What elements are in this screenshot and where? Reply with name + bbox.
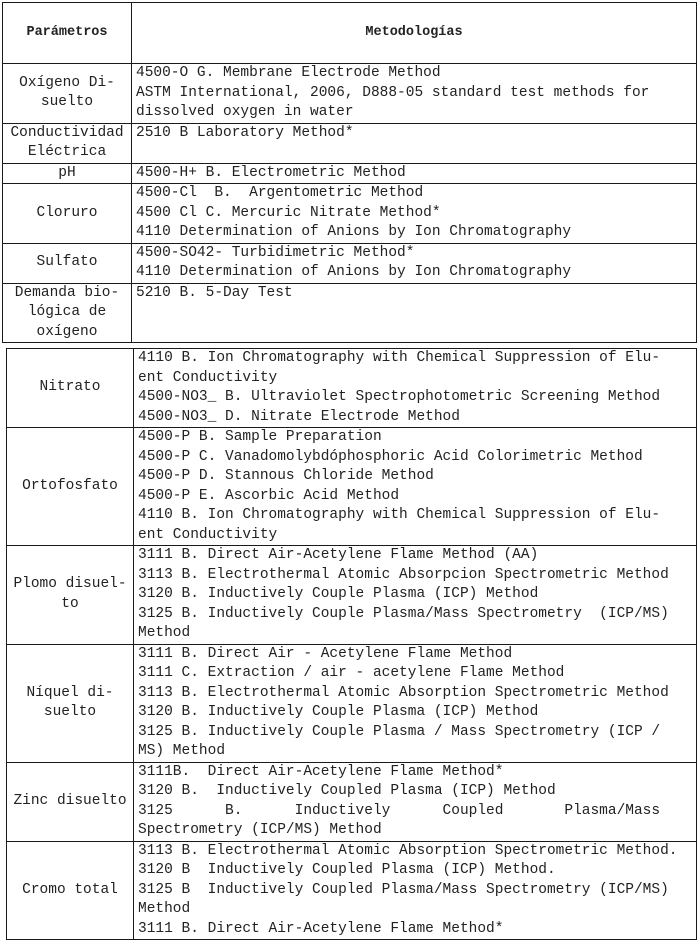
method-item: 4500-P D. Stannous Chloride Method [138,468,434,484]
parameter-cell: Níquel di- suelto [7,644,134,762]
methods-cell [134,546,697,645]
method-item: 3111 B. Direct Air - Acetylene Flame Method [138,645,513,662]
header-parametros: Parámetros [3,3,132,64]
method-item: 3111 C. Extraction / air - acetylene Flame Method [138,665,565,681]
table-row [7,644,697,762]
methods-cell [132,163,697,184]
parameter-cell: pH [3,163,132,184]
method-item: 4500-P E. Ascorbic Acid Method [138,487,400,504]
header-row [3,3,697,64]
method-item: 5210 B. 5-Day Test [136,284,293,301]
method-item: 4110 Determination of Anions by Ion Chromatography [136,224,572,240]
parameter-cell: Oxígeno Di- suelto [3,64,132,124]
method-item: 4500-H+ B. Electrometric Method [136,164,406,181]
method-item: 3120 B. Inductively Couple Plasma (ICP) Method [138,704,539,720]
method-item: 4500-SO42- Turbidimetric Method* [136,244,415,261]
table-row [3,123,697,163]
methods-cell [132,243,697,283]
method-item: 3120 B Inductively Coupled Plasma (ICP) Method. [138,862,556,878]
table-row [7,546,697,645]
header-metodologias: Metodologías [132,3,697,64]
table-row [7,428,697,546]
methods-table-part-1 [2,2,697,343]
method-item: 4110 Determination of Anions by Ion Chromatography [136,264,572,280]
table-row [7,762,697,841]
methods-cell [132,184,697,244]
parameter-cell: Zinc disuelto [7,762,134,841]
method-item: 4110 B. Ion Chromatography with Chemical Suppression of Elu- ent Conductivity [138,507,661,543]
method-item: 3125 B. Inductively Couple Plasma/Mass Spectrometry (ICP/MS) Method [138,605,669,641]
table-row [7,349,697,428]
table-row [3,243,697,283]
methods-cell [132,283,697,343]
parameter-cell: Conductividad Eléctrica [3,123,132,163]
method-item: 3125 B. Inductively Couple Plasma / Mass Spectrometry (ICP / MS) Method [138,723,661,759]
method-item: 3111 B. Direct Air-Acetylene Flame Method (AA) [138,547,539,563]
parameter-cell: Sulfato [3,243,132,283]
method-item: 3113 B. Electrothermal Atomic Absorpcion Spectrometric Method [138,566,669,583]
methods-cell [134,644,697,762]
method-item: 4500-NO3_ B. Ultraviolet Spectrophotometric Screening Method [138,389,661,405]
table-row [3,163,697,184]
methods-cell [132,123,697,163]
method-item: 3125 B. Inductively Coupled Plasma/Mass Spectrometry (ICP/MS) Method [138,802,661,838]
methods-cell [132,64,697,124]
parameter-cell: Nitrato [7,349,134,428]
table-row [3,283,697,343]
parameter-cell: Demanda bio- lógica de oxígeno [3,283,132,343]
methods-cell [134,349,697,428]
method-item: 4500-O G. Membrane Electrode Method [136,65,441,81]
methods-table-part-2 [6,348,697,940]
table-row [7,841,697,940]
method-item: 3111 B. Direct Air-Acetylene Flame Method* [138,920,504,937]
method-item: 4500-P B. Sample Preparation [138,429,382,445]
table-row [3,184,697,244]
method-item: 4500-P C. Vanadomolybdóphosphoric Acid Colorimetric Method [138,448,643,465]
parameter-cell: Cloruro [3,184,132,244]
parameter-cell: Cromo total [7,841,134,940]
method-item: 4500-Cl B. Argentometric Method [136,185,424,201]
method-item: 4500-NO3_ D. Nitrate Electrode Method [138,408,460,425]
method-item: 3120 B. Inductively Coupled Plasma (ICP) Method [138,783,556,799]
table-row [3,64,697,124]
methods-cell [134,428,697,546]
method-item: 3113 B. Electrothermal Atomic Absorption Spectrometric Method [138,684,669,701]
method-item: 3125 B Inductively Coupled Plasma/Mass Spectrometry (ICP/MS) Method [138,881,669,917]
method-item: 3113 B. Electrothermal Atomic Absorption Spectrometric Method. [138,842,678,859]
parameter-cell: Plomo disuel- to [7,546,134,645]
method-item: ASTM International, 2006, D888-05 standard test methods for dissolved oxygen in water [136,84,650,120]
method-item: 2510 B Laboratory Method* [136,124,354,141]
method-item: 4500 Cl C. Mercuric Nitrate Method* [136,204,441,221]
methods-cell [134,762,697,841]
method-item: 4110 B. Ion Chromatography with Chemical Suppression of Elu- ent Conductivity [138,350,661,386]
parameter-cell: Ortofosfato [7,428,134,546]
method-item: 3111B. Direct Air-Acetylene Flame Method* [138,763,504,780]
method-item: 3120 B. Inductively Couple Plasma (ICP) Method [138,586,539,602]
methods-cell [134,841,697,940]
